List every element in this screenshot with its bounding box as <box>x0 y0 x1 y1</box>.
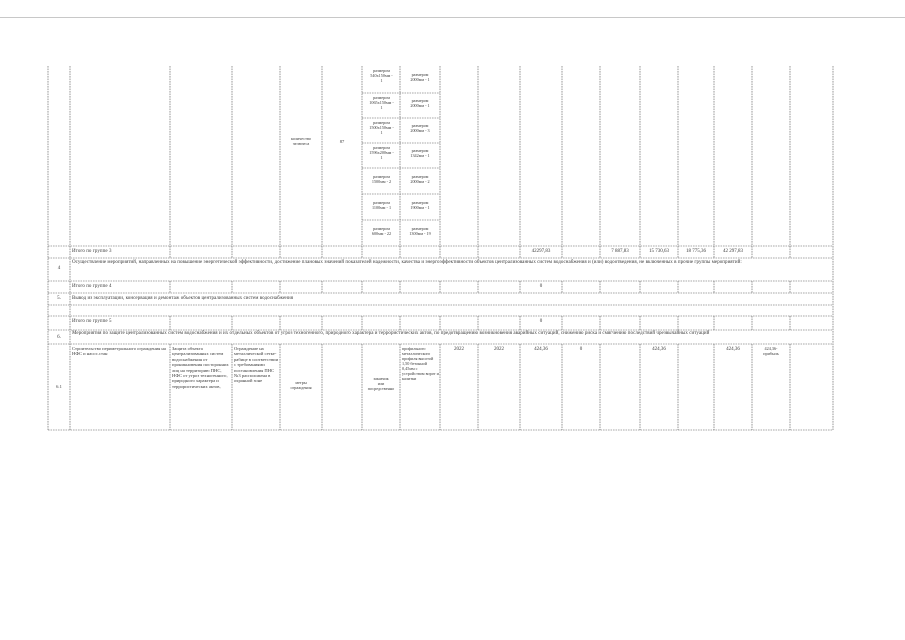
section-4-title: Осуществление мероприятий, направленных на повышение энергетической эффективности, достижение плановых значений показателей надежности, качества и энергоэффективности объектов централизованных систем водоснабжения и (или) водоотведения, не включенных в прочие группы мероприятий: <box>72 260 742 265</box>
row-6-1-cost: 424,36 <box>534 347 548 352</box>
row-6-1-description: Ограждение на металлической сетке-рабице в соответствии с требованиями постановления ПНС №3 расположена в охранной зоне <box>234 346 279 384</box>
size-cell: размером 1100мм - 1 <box>371 200 392 210</box>
section-5-title: Вывод из эксплуатации, консервация и демонтаж объектов централизованных систем водоснабжения <box>72 296 294 301</box>
row-6-1-year-start: 2022 <box>454 347 464 352</box>
row-6-1-type: заказчик или посредственно <box>367 376 395 391</box>
total-group-4-value: 0 <box>539 284 543 289</box>
size-cell: размером 1300мм - 19 <box>409 226 431 236</box>
row-6-1-number: 6.1 <box>56 384 62 389</box>
size-cell: размером 1596х200мм - 1 <box>369 145 394 160</box>
total-group-3-2023: 15 730,63 <box>649 249 669 254</box>
size-cell: размером 600мм - 22 <box>371 226 392 236</box>
size-cell: размером 1500мм - 2 <box>371 174 392 184</box>
size-cell: размером 1065х150мм - 1 <box>369 95 394 110</box>
total-group-3-label: Итого по группе 3 <box>72 249 112 254</box>
size-cell: размером 1900мм - 1 <box>410 200 430 210</box>
block1-qty: 87 <box>339 139 345 144</box>
total-group-3-total: 42 297,83 <box>723 249 743 254</box>
total-group-5-value: 0 <box>539 319 543 324</box>
row-6-1-spec: профильного металлического профиля высотой 1,50 бетонной 0,45мм с устройством ворот и калитки <box>402 346 439 381</box>
size-cell: размером 2000мм - 1 <box>410 72 430 82</box>
section-6-title: Мероприятия по защите централизованных систем водоснабжения и их отдельных объектов от угроз техногенного, природного характера и террористических актов, по предотвращению возникновения аварийных ситуаций, снижению риска и смягчению последствий чрезвычайных ситуаций <box>72 331 710 336</box>
size-cell: размером 540х150мм - 1 <box>370 68 393 83</box>
size-cell: размером 1342мм - 1 <box>410 148 430 158</box>
total-group-3-value: 42297,83 <box>531 249 551 254</box>
size-cell: размером 2000мм - 3 <box>410 123 430 133</box>
size-cell: размером 1500х150мм - 1 <box>369 120 394 135</box>
row-6-1-goal: Защита объекта централизованных систем водоснабжения от проникновения посторонних лиц на территорию ПНС, НФС от угроз техногенного, природного характера и террористических актов, <box>172 346 229 389</box>
total-group-3-2024: 18 775,36 <box>686 249 706 254</box>
section-6-number: 6. <box>57 335 61 340</box>
row-6-1-unit: метры ограждения <box>290 380 312 390</box>
row-6-1-note: 424,36- прибыль <box>763 346 779 356</box>
block1-unit: количество челюзеса <box>291 136 311 146</box>
row-6-1-name: Строительство периметрального ограждения на НФС и насос.стан <box>72 346 166 357</box>
section-5-number: 5. <box>57 296 61 301</box>
row-6-1-zero: 0 <box>579 347 583 352</box>
size-cell: размером 2000мм - 1 <box>410 98 430 108</box>
row-6-1-year-end: 2022 <box>494 347 504 352</box>
section-4-number: 4 <box>57 266 61 271</box>
row-6-1-total: 424,36 <box>726 347 740 352</box>
total-group-3-2022: 7 887,83 <box>611 249 629 254</box>
total-group-4-label: Итого по группе 4 <box>72 284 112 289</box>
size-cell: размером 2000мм - 2 <box>410 174 430 184</box>
total-group-5-label: Итого по группе 5 <box>72 319 112 324</box>
row-6-1-2022: 424,36 <box>652 347 666 352</box>
